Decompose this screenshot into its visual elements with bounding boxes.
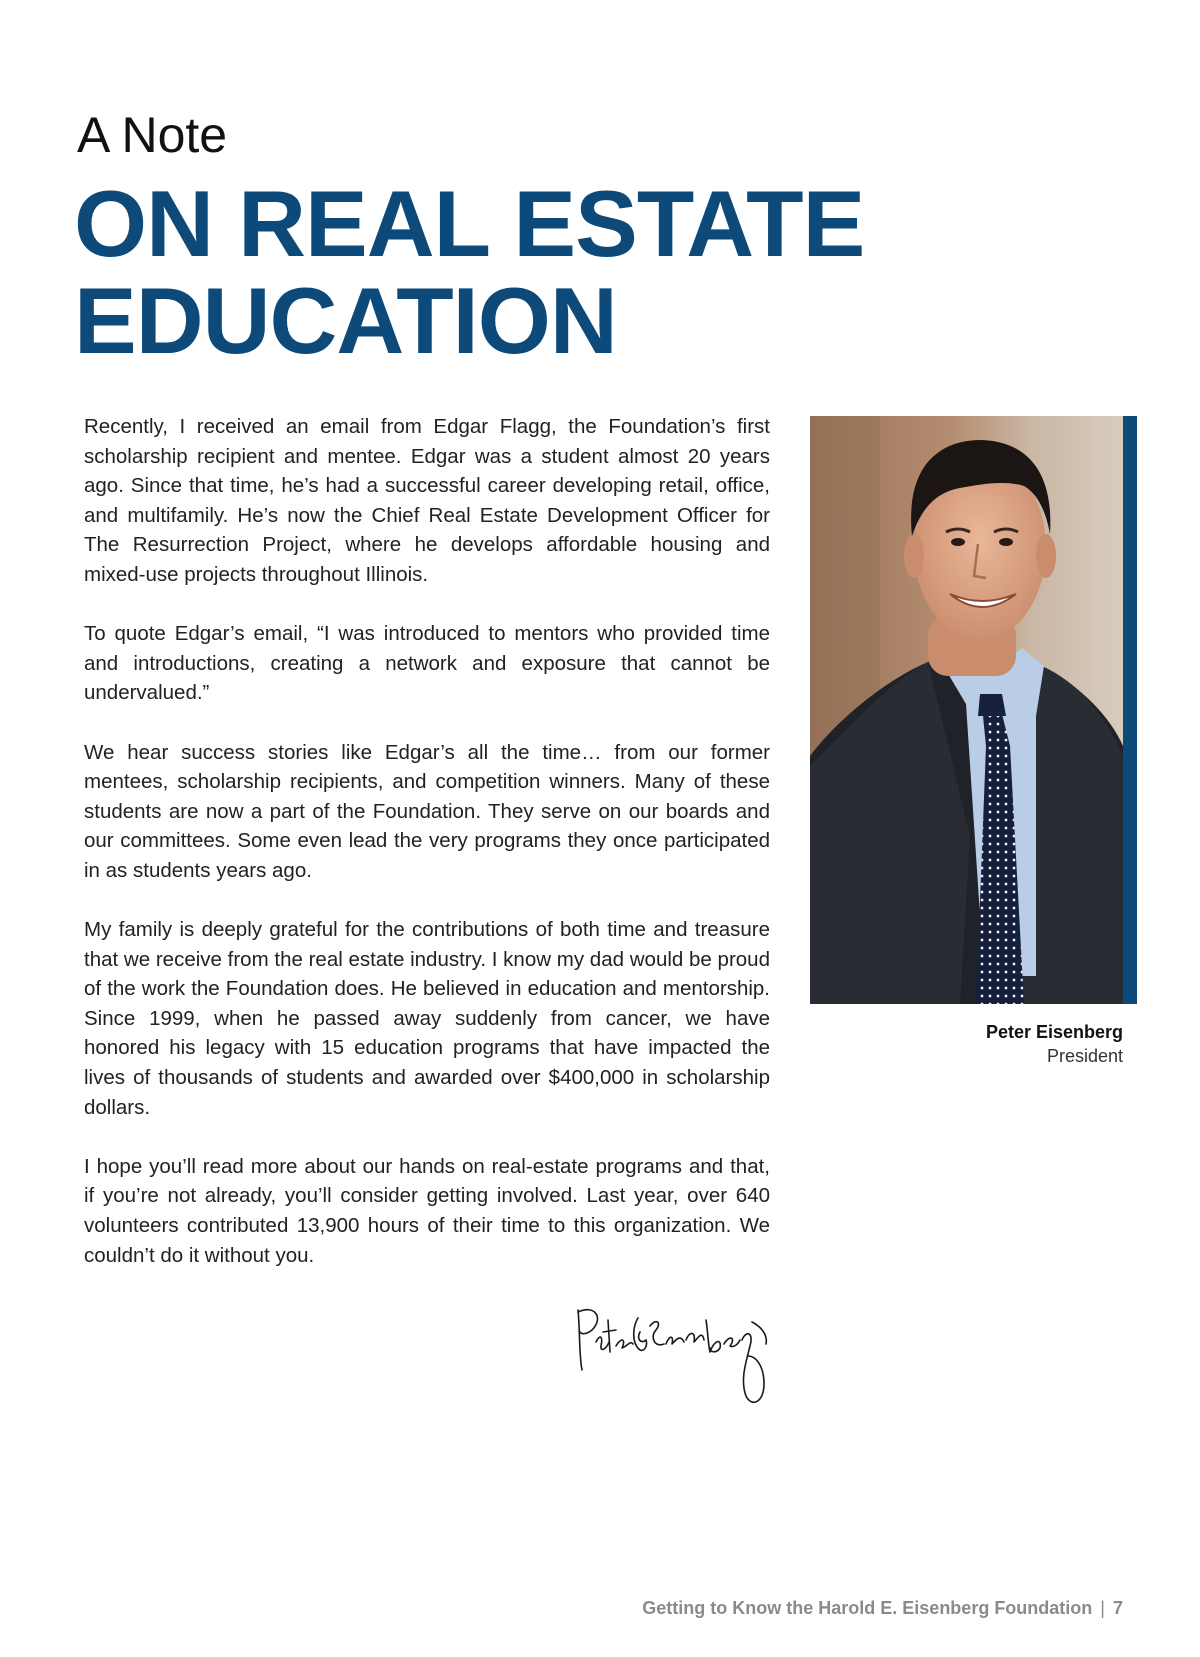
profile-name: Peter Eisenberg <box>985 1022 1123 1042</box>
letter-paragraph: I hope you’ll read more about our hands on real-estate programs and that, if you’re not already, you’ll consider getting involved. Last year, over 640 volunteers contributed 13,900 hours of their time to this organization. We couldn’t do it without you. <box>84 1154 770 1267</box>
footer-page-number: 7 <box>1112 1598 1123 1618</box>
profile-role: President <box>1046 1046 1123 1066</box>
page-title <box>74 171 974 373</box>
letter-paragraph: Recently, I received an email from Edgar Flagg, the Foundation’s first scholarship recipient and mentee. Edgar was a student almost 20 years ago. Since that time, he’s had a successful career developing retail, office, and multifamily. He’s now the Chief Real Estate Development Officer for The Resurrection Project, where he develops affordable housing and mixed-use projects throughout Illinois. <box>84 415 770 586</box>
letter-paragraph: To quote Edgar’s email, “I was introduced to mentors who provided time and introductions, creating a network and exposure that cannot be undervalued.” <box>84 622 770 705</box>
footer-publication-title: Getting to Know the Harold E. Eisenberg Foundation <box>642 1598 1093 1618</box>
portrait-photo-frame <box>810 416 1137 1004</box>
page-footer <box>642 1598 1123 1619</box>
page-title-line-1: ON REAL ESTATE <box>74 171 865 276</box>
handwritten-signature <box>570 1300 775 1410</box>
page-kicker: A Note <box>77 107 228 163</box>
page-title-line-2: EDUCATION <box>74 268 617 373</box>
letter-paragraph: We hear success stories like Edgar’s all the time… from our former mentees, scholarship recipients, and competition winners. Many of these students are now a part of the Foundation. They serve on our boards and our committees. Some even lead the very programs they once participated in as students years ago. <box>84 740 770 882</box>
letter-paragraph: My family is deeply grateful for the contributions of both time and treasure that we receive from the real estate industry. I know my dad would be proud of the work the Foundation does. He believed in education and mentorship. Since 1999, when he passed away suddenly from cancer, we have honored his legacy with 15 education programs that have impacted the lives of thousands of students and awarded over $400,000 in scholarship dollars. <box>84 918 770 1119</box>
portrait-photo <box>810 416 1123 1004</box>
letter-body <box>84 412 770 1300</box>
photo-accent-bar <box>1123 416 1137 1004</box>
footer-separator: | <box>1100 1598 1105 1618</box>
